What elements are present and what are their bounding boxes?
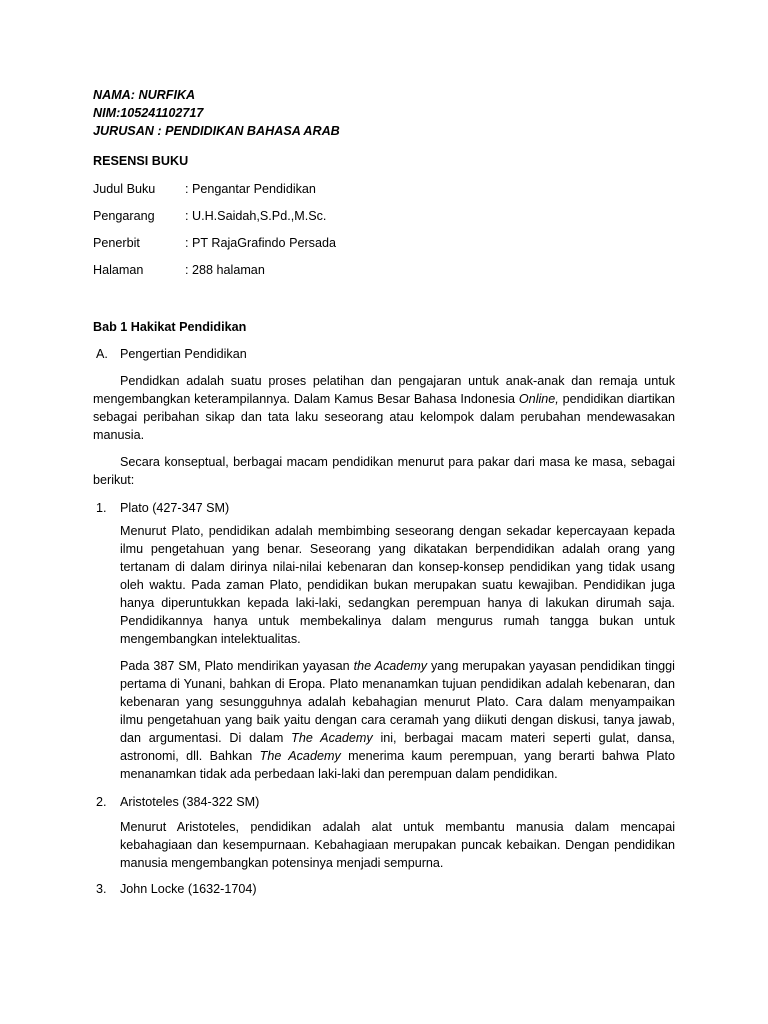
list-title: Aristoteles (384-322 SM)	[120, 795, 260, 809]
paragraph-italic: The Academy	[259, 749, 341, 763]
paragraph-plato-1: Menurut Plato, pendidikan adalah membimbing seseorang dengan sekadar kepercayaan kepada ilmu pengetahuan yang benar. Seseorang yang dikatakan berpendidikan adalah orang yang tertanam di dalam dirinya nilai-nilai kebenaran dan konsep-konsep pendidikan yang tidak usang oleh waktu. Pada zaman Plato, pendidikan bukan merupakan suatu kewajiban. Pendidikan juga hanya diperuntukkan kepada laki-laki, sedangkan perempuan hanya di lakukan dirumah saja. Pendidikannya hanya untuk membekalinya dalam mengurus rumah tangga bukan untuk mengembangkan intelektualitas.	[120, 524, 675, 646]
student-name: NAMA: NURFIKA	[93, 88, 196, 102]
student-info	[93, 86, 675, 140]
student-nim: NIM:105241102717	[93, 106, 204, 120]
paragraph-text: Pada 387 SM, Plato mendirikan yayasan	[120, 659, 354, 673]
list-title: John Locke (1632-1704)	[120, 882, 257, 896]
paragraph-aristoteles: Menurut Aristoteles, pendidikan adalah alat untuk membantu manusia dalam mencapai kebahagiaan dan kesempurnaan. Kebahagiaan merupakan puncak kebaikan. Dengan pendidikan manusia mengembangkan potensinya menjadi sempurna.	[120, 820, 675, 870]
section-marker: A.	[96, 347, 108, 361]
paragraph-text: pendidikan diartikan sebagai peribahan sikap dan tata laku seseorang atau kelompok dalam perubahan mendewasakan manusia.	[93, 392, 675, 442]
paragraph-text: yang merupakan yayasan pendidikan tinggi pertama di Yunani, bahkan di Eropa. Plato menanamkan tujuan pendidikan adalah kebenaran, dan kebenaran yang sesungguhnya adalah kebahagian menurut Plato. Cara dalam menyampaikan ilmu pengetahuan yang baik yaitu dengan cara ceramah yang diikuti dengan diskusi, tanya jawab, dan argumentasi. Di dalam	[120, 659, 675, 745]
list-number: 2.	[96, 795, 107, 809]
list-item-john-locke	[96, 880, 257, 898]
list-item-plato	[96, 499, 229, 517]
book-label: Pengarang	[93, 209, 155, 223]
list-number: 1.	[96, 501, 107, 515]
paragraph-concept: Secara konseptual, berbagai macam pendidikan menurut para pakar dari masa ke masa, sebagai berikut:	[93, 455, 675, 487]
section-heading	[96, 345, 247, 363]
section-title: Pengertian Pendidikan	[120, 347, 247, 361]
chapter-title: Bab 1 Hakikat Pendidikan	[93, 320, 247, 334]
student-major: JURUSAN : PENDIDIKAN BAHASA ARAB	[93, 124, 340, 138]
list-item-aristoteles	[96, 793, 259, 811]
review-title: RESENSI BUKU	[93, 154, 189, 168]
book-label: Halaman	[93, 263, 144, 277]
paragraph-definition	[93, 372, 675, 444]
paragraph-text: Pendidkan adalah suatu proses pelatihan dan pengajaran untuk anak-anak dan remaja untuk mengembangkan keterampilannya. Dalam Kamus Besar Bahasa Indonesia	[93, 374, 675, 406]
list-title: Plato (427-347 SM)	[120, 501, 230, 515]
paragraph-plato-2	[120, 657, 675, 783]
book-value: : PT RajaGrafindo Persada	[185, 236, 336, 250]
book-value: : U.H.Saidah,S.Pd.,M.Sc.	[185, 209, 327, 223]
paragraph-italic: The Academy	[291, 731, 373, 745]
paragraph-text: ini, berbagai macam materi seperti gulat, dansa, astronomi, dll. Bahkan	[120, 731, 675, 763]
paragraph-text: menerima kaum perempuan, yang berarti bahwa Plato menanamkan tidak ada perbedaan laki-laki dan perempuan dalam pendidikan.	[120, 749, 676, 781]
paragraph-italic: the Academy	[353, 659, 428, 673]
book-value: : Pengantar Pendidikan	[185, 182, 316, 196]
book-label: Judul Buku	[93, 182, 156, 196]
book-label: Penerbit	[93, 236, 140, 250]
paragraph-italic: Online,	[518, 392, 559, 406]
list-number: 3.	[96, 882, 107, 896]
book-value: : 288 halaman	[185, 263, 265, 277]
